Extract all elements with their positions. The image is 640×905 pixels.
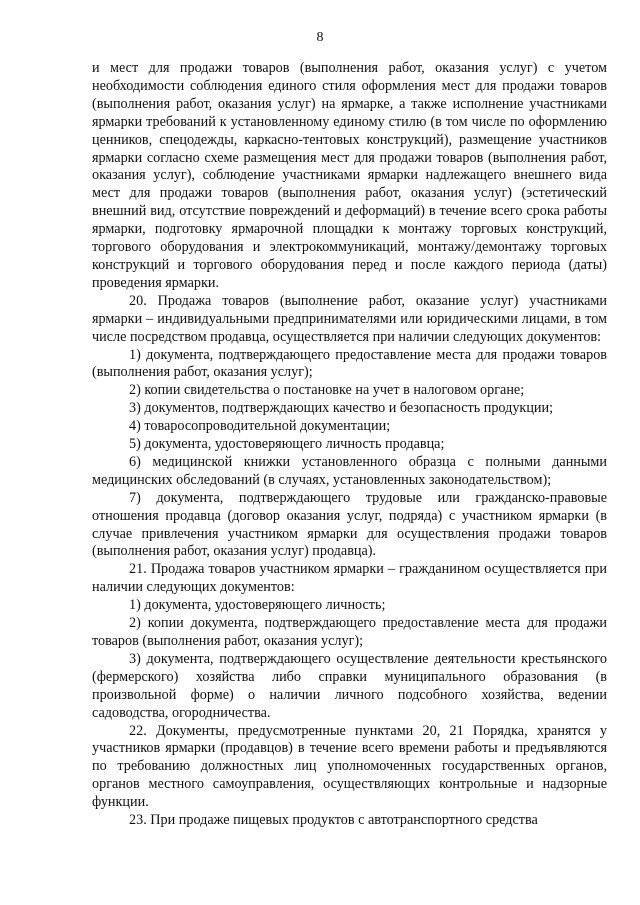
list-item: 1) документа, удостоверяющего личность; xyxy=(129,597,386,614)
page-number: 8 xyxy=(316,30,324,45)
list-item: 3) документа, подтверждающего осуществление деятельности крестьянского (фермерского) хозяйства либо справки муниципального образования (в произвольной форме) о наличии личного подсобного хозяйства, ведении садоводства, огородничества. xyxy=(92,650,607,721)
list-item: 5) документа, удостоверяющего личность продавца; xyxy=(129,436,445,453)
list-item: 2) копии свидетельства о постановке на учет в налоговом органе; xyxy=(129,382,525,399)
list-item: 6) медицинской книжки установленного образца с полными данными медицинских обследований (в случаях, установленных законодательством); xyxy=(92,453,607,488)
paragraph-item-21: 21. Продажа товаров участником ярмарки – гражданином осуществляется при наличии следующих документов: xyxy=(92,561,607,596)
list-item: 7) документа, подтверждающего трудовые или гражданско-правовые отношения продавца (договор оказания услуг, подряда) с участником ярмарки (в случае привлечения участником ярмарки для осуществления продажи товаров (выполнения работ, оказания услуг) продавца). xyxy=(92,489,607,560)
paragraph-item-20: 20. Продажа товаров (выполнение работ, оказание услуг) участниками ярмарки – индивидуальными предпринимателями или юридическими лицами, в том числе посредством продавца, осуществляется при наличии следующих документов: xyxy=(92,292,607,345)
list-item: 3) документов, подтверждающих качество и безопасность продукции; xyxy=(129,400,554,417)
list-item: 1) документа, подтверждающего предоставление места для продажи товаров (выполнения работ, оказания услуг); xyxy=(92,346,607,381)
paragraph-item-23: 23. При продаже пищевых продуктов с автотранспортного средства xyxy=(129,812,538,829)
paragraph-item-22: 22. Документы, предусмотренные пунктами 20, 21 Порядка, хранятся у участников ярмарки (продавцов) в течение всего времени работы и предъявляются по требованию должностных лиц уполномоченных государственных органов, органов местного самоуправления, осуществляющих контрольные и надзорные функции. xyxy=(92,722,607,811)
list-item: 4) товаросопроводительной документации; xyxy=(129,418,391,435)
list-item: 2) копии документа, подтверждающего предоставление места для продажи товаров (выполнения работ, оказания услуг); xyxy=(92,615,607,649)
document-body xyxy=(92,60,607,830)
paragraph-continuation: и мест для продажи товаров (выполнения работ, оказания услуг) с учетом необходимости соблюдения единого стиля оформления мест для продажи товаров (выполнения работ, оказания услуг) на ярмарке, а также исполнение участниками ярмарки требований к установленному единому стилю (в том числе по оформлению ценников, спецодежды, каркасно-тентовых конструкций), размещение участников ярмарки согласно схеме размещения мест для продажи товаров (выполнения работ, оказания услуг), соблюдение участниками ярмарки надлежащего внешнего вида мест для продажи товаров (выполнения работ, оказания услуг) (эстетический внешний вид, отсутствие повреждений и деформаций) в течение всего срока работы ярмарки, подготовку ярмарочной площадки к монтажу торговых конструкций, торгового оборудования и электрокоммуникаций, монтажу/демонтажу торговых конструкций и торгового оборудования перед и после каждого периода (даты) проведения ярмарки. xyxy=(92,60,607,291)
